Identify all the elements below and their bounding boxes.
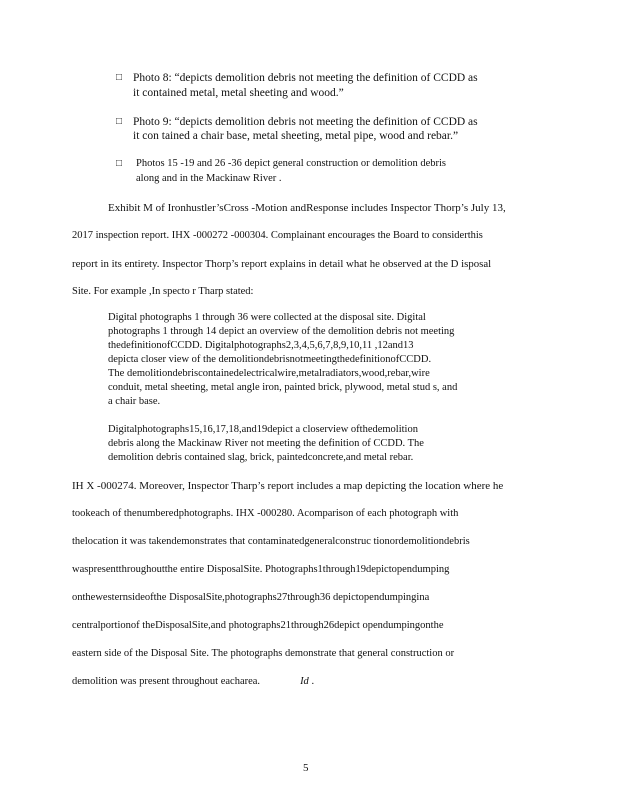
paragraph-line: report in its entirety. Inspector Thorp’s report explains in detail what he observed at the D isposal [72,258,492,270]
bullet-marker: □ [116,72,123,83]
paragraph-line: 2017 inspection report. IHX -000272 -000304. Complainant encourages the Board to considerthis [72,230,483,241]
bullet-text-line: Photo 8: “depicts demolition debris not meeting the definition of CCDD as [133,72,478,84]
bullet-text-line: it con tained a chair base, metal sheeting, metal pipe, wood and rebar.” [133,130,459,142]
quote-line: The demolitiondebriscontainedelectricalwire,metalradiators,wood,rebar,wire [108,368,430,379]
paragraph-line: Exhibit M of Ironhustler’sCross -Motion andResponse includes Inspector Thorp’s July 13, [108,202,506,214]
bullet-marker: □ [116,158,123,169]
page-number: 5 [303,762,309,774]
paragraph-line: tookeach of thenumberedphotographs. IHX -000280. Acomparison of each photograph with [72,508,459,519]
quote-line: debris along the Mackinaw River not meeting the definition of CCDD. The [108,438,424,449]
quote-line: thedefinitionofCCDD. Digitalphotographs2,3,4,5,6,7,8,9,10,11 ,12and13 [108,340,414,351]
quote-line: conduit, metal sheeting, metal angle iron, painted brick, plywood, metal stud s, and [108,382,458,393]
id-citation-period: . [308,676,315,687]
quote-line: Digitalphotographs15,16,17,18,and19depict a closerview ofthedemolition [108,424,418,435]
paragraph-line: Site. For example ,In specto r Tharp stated: [72,286,254,297]
bullet-marker: □ [116,116,123,127]
id-citation: Id [300,676,309,687]
paragraph-line: waspresentthroughoutthe entire DisposalSite. Photographs1through19depictopendumping [72,564,450,575]
paragraph-line-last [72,676,314,687]
bullet-text-line: Photos 15 -19 and 26 -36 depict general construction or demolition debris [136,158,446,169]
bullet-text-line: along and in the Mackinaw River . [136,173,282,184]
quote-line: Digital photographs 1 through 36 were collected at the disposal site. Digital [108,312,426,323]
quote-line: photographs 1 through 14 depict an overview of the demolition debris not meeting [108,326,455,337]
paragraph-line: centralportionof theDisposalSite,and photographs21through26depict opendumpingonthe [72,620,444,631]
quote-line: a chair base. [108,396,161,407]
quote-line: depicta closer view of the demolitiondebrisnotmeetingthedefinitionofCCDD. [108,354,432,365]
paragraph-line: IH X -000274. Moreover, Inspector Tharp’s report includes a map depicting the location where he [72,480,504,492]
paragraph-line: thelocation it was takendemonstrates that contaminatedgeneralconstruc tionordemolitiondebris [72,536,470,547]
bullet-text-line: Photo 9: “depicts demolition debris not meeting the definition of CCDD as [133,116,478,128]
paragraph-line: onthewesternsideofthe DisposalSite,photographs27through36 depictopendumpingina [72,592,430,603]
paragraph-line: demolition was present throughout eacharea. [72,676,261,687]
bullet-text-line: it contained metal, metal sheeting and wood.” [133,87,344,99]
quote-line: demolition debris contained slag, brick, paintedconcrete,and metal rebar. [108,452,414,463]
paragraph-line: eastern side of the Disposal Site. The photographs demonstrate that general construction or [72,648,455,659]
